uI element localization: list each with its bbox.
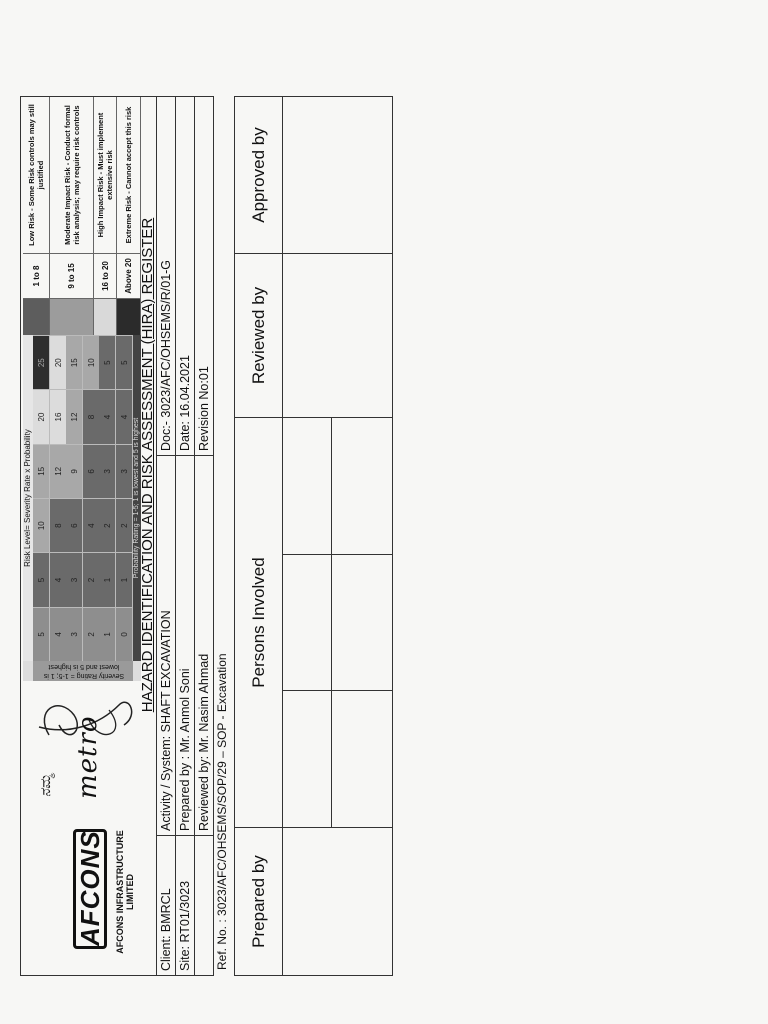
legend-swatch [117,299,140,335]
prepared-by-heading: Prepared by [235,828,283,975]
matrix-cell: 1 [99,552,116,606]
matrix-severity-value: 3 [66,607,83,661]
info-row-3 [195,96,214,976]
legend-row [50,97,94,335]
afcons-logo-subtitle: AFCONS INFRASTRUCTURE LIMITED [115,830,135,954]
namma-metro-logo [29,685,153,805]
legend-row [94,97,117,335]
approved-by-heading: Approved by [235,97,283,253]
matrix-cell: 10 [83,335,100,389]
row-divider [331,418,332,827]
reviewed-by-cell: Reviewed by: Mr. Nasim Ahmad [195,455,213,835]
afcons-logo [61,817,153,967]
legend-range: 1 to 8 [23,253,49,299]
matrix-cell: 5 [33,552,50,606]
matrix-cell: 2 [99,498,116,552]
persons-involved-column [235,417,392,827]
matrix-cell: 6 [66,498,83,552]
legend-text: Extreme Risk - Cannot accept this risk [124,106,133,244]
matrix-cell: 25 [33,335,50,389]
date-cell: Date: 16.04.2021 [178,355,192,451]
matrix-cell: 2 [83,552,100,606]
matrix-cell: 4 [99,389,116,443]
matrix-cell: 12 [50,444,67,498]
matrix-cell: 3 [116,444,133,498]
col-divider [283,690,392,691]
legend-text: Moderate Impact Risk - Conduct formal risk analysis; may require risk controls [62,105,81,245]
probability-axis-label: Probability Rating = 1-5; 1 is lowest and 5 is highest [133,335,141,661]
matrix-severity-value: 5 [33,607,50,661]
info-row-1 [157,96,176,976]
matrix-cell: 9 [66,444,83,498]
prepared-by-cell: Prepared by : Mr. Anmol Soni [176,455,194,835]
matrix-cell: 10 [33,498,50,552]
matrix-cell: 20 [33,389,50,443]
legend-range: 16 to 20 [94,253,116,299]
matrix-cell: 5 [116,335,133,389]
legend-swatch [50,299,93,335]
matrix-cell: 8 [50,498,67,552]
matrix-cell: 4 [83,498,100,552]
risk-matrix [23,335,141,681]
matrix-severity-value: 4 [50,607,67,661]
matrix-cell: 4 [116,389,133,443]
hira-register-sheet [20,96,394,976]
metro-logo-kannada: ನಮ್ಮ [37,773,53,797]
doc-cell: Doc:- 3023/AFC/OHSEMS/R/01-G [159,259,173,451]
reviewed-by-column [235,253,392,417]
legend-text: High Impact Risk - Must implement extensive risk [96,112,114,238]
approved-by-column [235,97,392,253]
register-title: HAZARD IDENTIFICATION AND RISK ASSESSMENT (HIRA) REGISTER [139,217,156,713]
legend-range: Above 20 [117,253,140,299]
matrix-severity-value: 2 [83,607,100,661]
metro-logo-word: metro [73,715,103,799]
prepared-by-column [235,827,392,975]
persons-involved-heading: Persons Involved [235,418,283,827]
severity-axis-label: Severity Rating = 1-5; 1 is lowest and 5 is highest [43,663,125,679]
matrix-cell: 3 [66,552,83,606]
activity-cell: Activity / System: SHAFT EXCAVATION [157,455,175,835]
blank-cell [195,835,213,975]
reference-number: Ref. No. : 3023/AFC/OHSEMS/SOP/29 – SOP - Excavation [215,653,229,970]
afcons-logo-mark: AFCONS [73,829,107,949]
matrix-cell: 5 [99,335,116,389]
legend-swatch [23,299,49,335]
matrix-cell: 12 [66,389,83,443]
matrix-severity-value: 0 [116,607,133,661]
matrix-cell: 4 [50,552,67,606]
signature-table [234,96,393,976]
matrix-cell: 16 [50,389,67,443]
legend-range: 9 to 15 [50,253,93,299]
client-cell: Client: BMRCL [157,835,175,975]
legend-swatch [94,299,116,335]
matrix-cell: 6 [83,444,100,498]
col-divider [283,554,392,555]
matrix-cell: 1 [116,552,133,606]
legend-text: Low Risk - Some Risk controls may still justified [27,104,45,246]
legend-row [23,97,50,335]
risk-legend [23,97,141,335]
matrix-cell: 20 [50,335,67,389]
site-cell: Site: RT01/3023 [176,835,194,975]
matrix-cell: 15 [66,335,83,389]
severity-axis [33,661,133,681]
revision-cell: Revision No:01 [197,366,211,451]
info-row-2 [176,96,195,976]
matrix-severity-value: 1 [99,607,116,661]
matrix-cell: 3 [99,444,116,498]
header-block [20,96,157,976]
risk-matrix-title: Risk Level= Severity Rate x Probability [23,335,33,661]
matrix-cell: 2 [116,498,133,552]
reviewed-by-heading: Reviewed by [235,254,283,417]
matrix-cell: 8 [83,389,100,443]
matrix-cell: 15 [33,444,50,498]
